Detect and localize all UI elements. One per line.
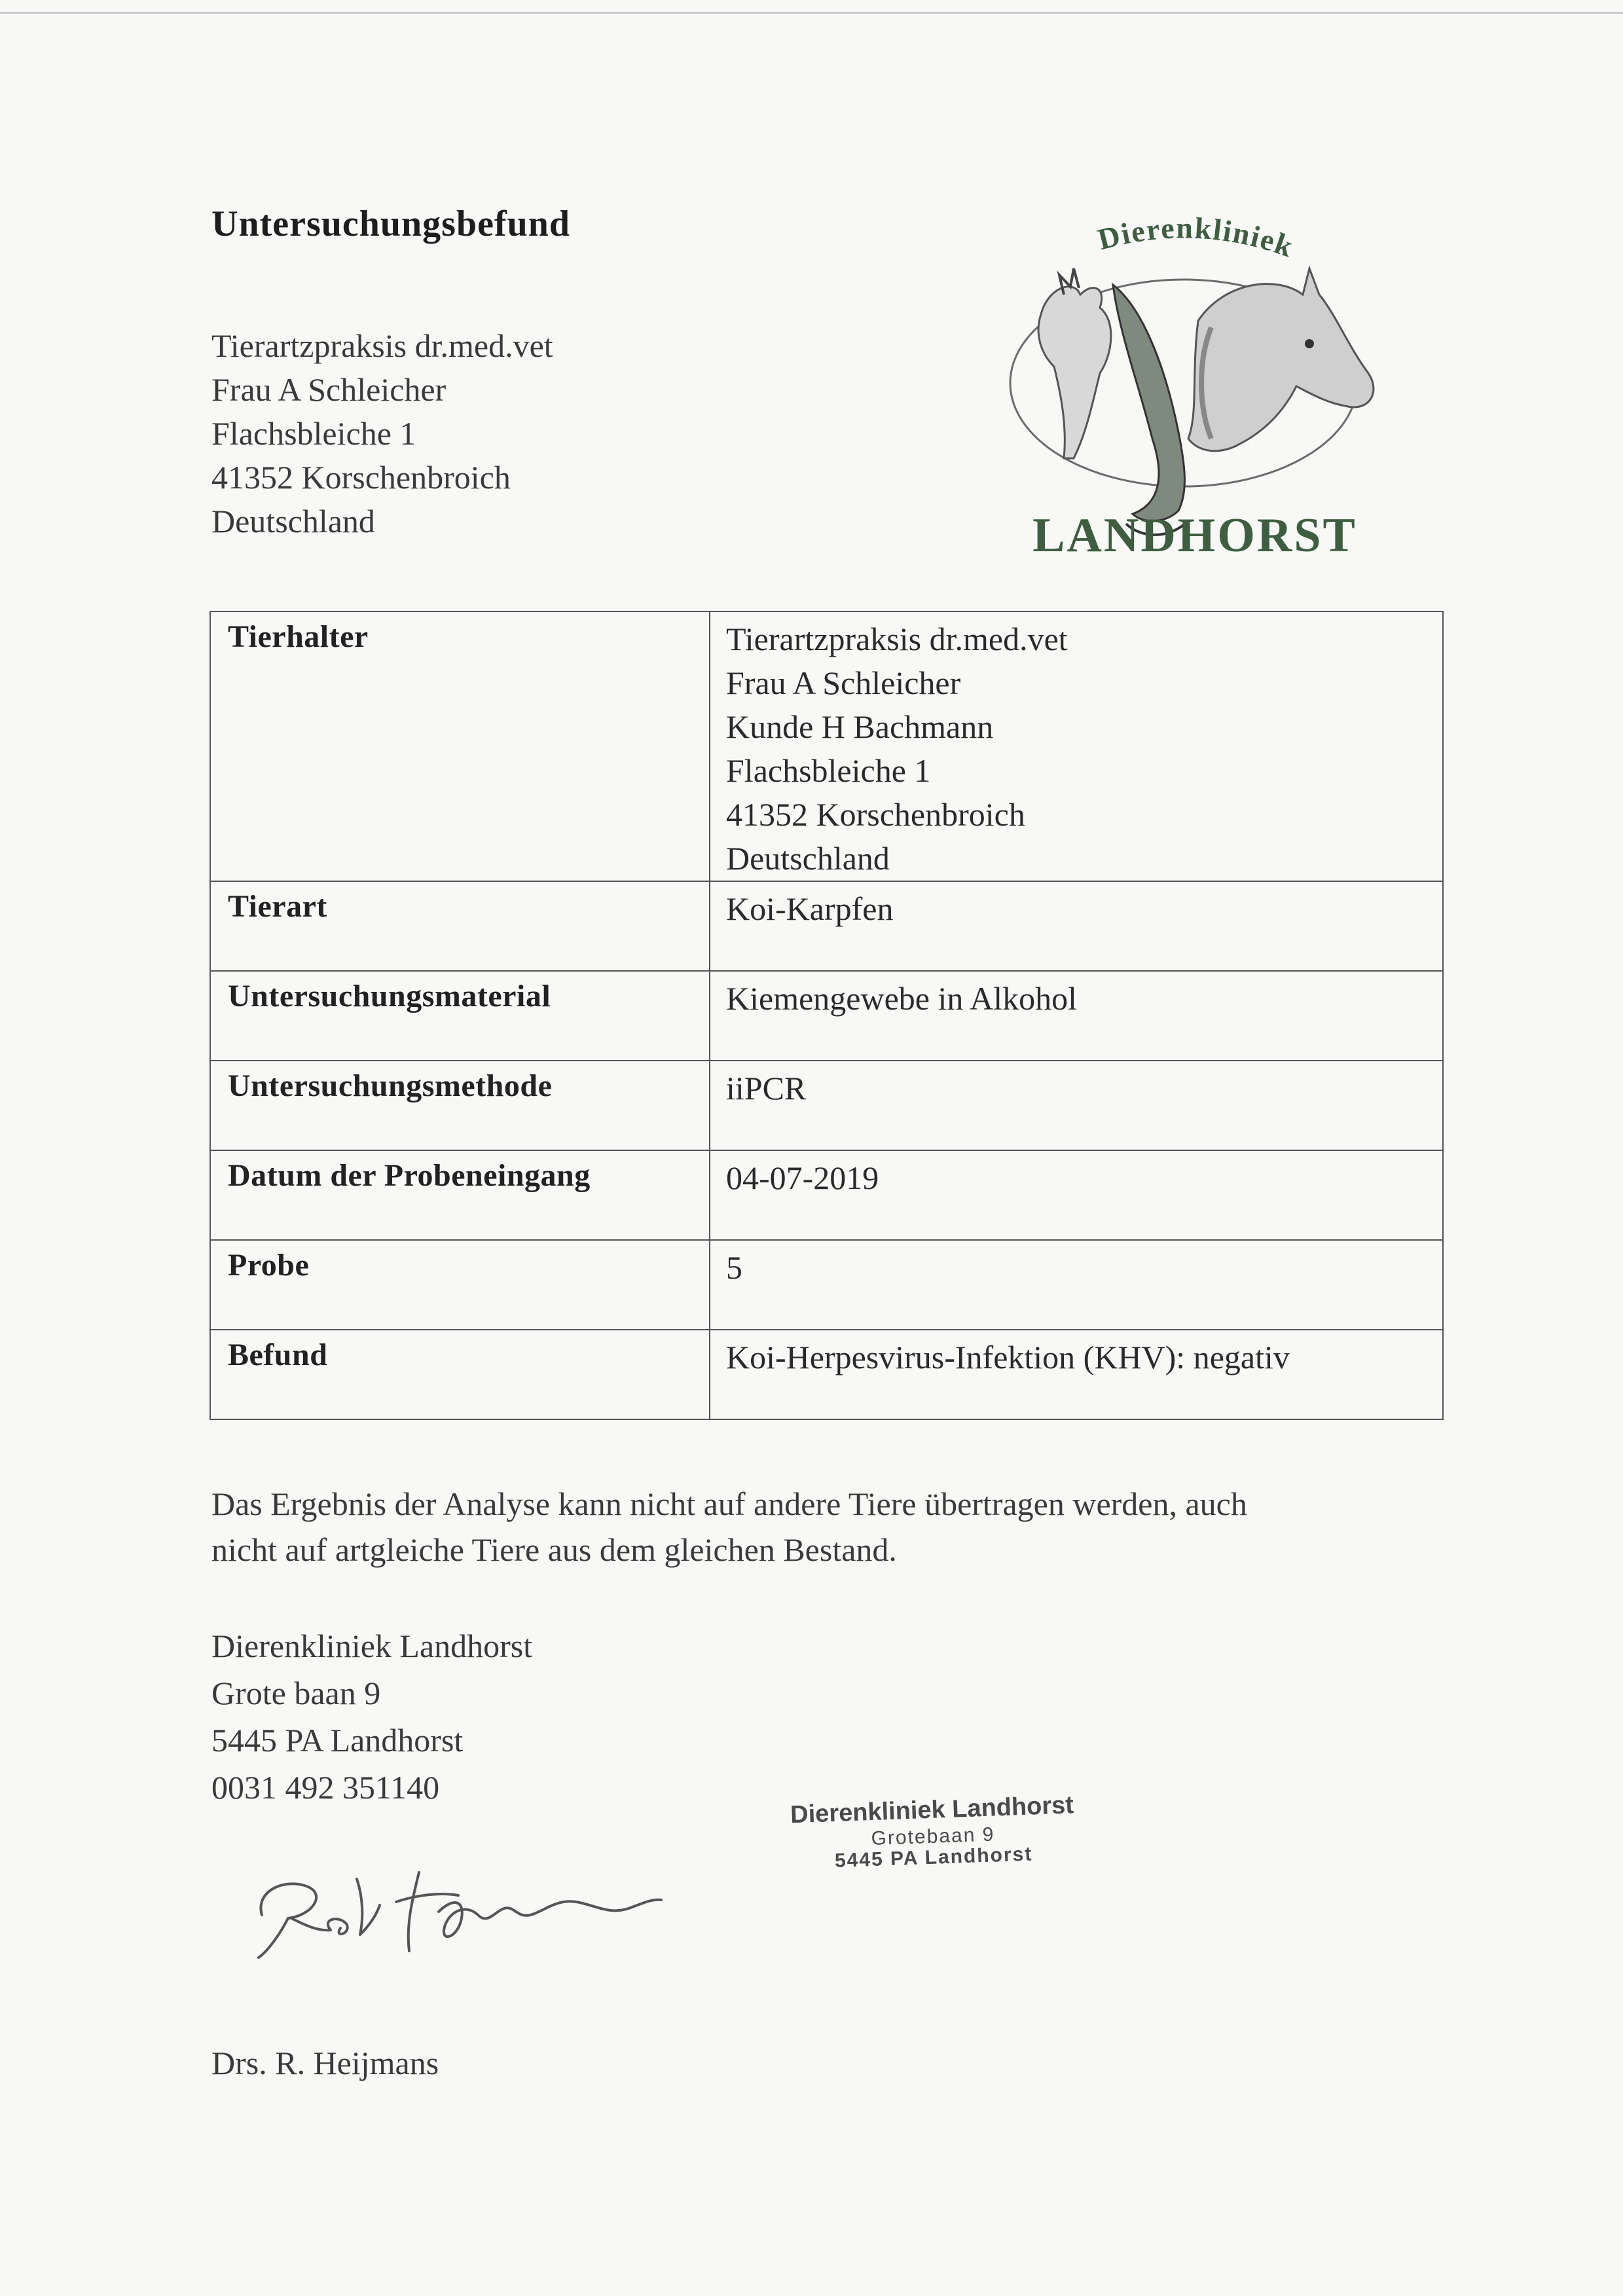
signature-stroke — [396, 1872, 458, 1951]
logo-arc-text — [1094, 216, 1298, 264]
clinic-stamp — [778, 1791, 1088, 1874]
value-line: Kunde H Bachmann — [726, 708, 994, 745]
row-value: iiPCR — [710, 1061, 1443, 1150]
recipient-line: Deutschland — [211, 503, 375, 539]
page-edge-line — [0, 12, 1623, 14]
row-value: Koi-Herpesvirus-Infektion (KHV): negativ — [710, 1330, 1443, 1419]
table-row-material — [210, 971, 1443, 1061]
row-value: Koi-Karpfen — [710, 881, 1443, 971]
row-label: Tierart — [210, 881, 710, 971]
disclaimer-text — [211, 1481, 1455, 1573]
table-row-tierart — [210, 881, 1443, 971]
disclaimer-line: Das Ergebnis der Analyse kann nicht auf andere Tiere übertragen werden, auch — [211, 1485, 1247, 1522]
sender-line: 0031 492 351140 — [211, 1769, 440, 1806]
table-row-befund — [210, 1330, 1443, 1419]
stamp-line: 5445 PA Landhorst — [834, 1843, 1033, 1872]
stamp-line: Dierenkliniek Landhorst — [790, 1791, 1074, 1829]
logo-bottom-text: LANDHORST — [1032, 509, 1357, 562]
table-row-tierhalter — [210, 611, 1443, 881]
recipient-line: Tierartzpraksis dr.med.vet — [211, 327, 553, 364]
stamp-line: Grotebaan 9 — [871, 1823, 995, 1850]
row-value: 04-07-2019 — [710, 1150, 1443, 1240]
recipient-line: Flachsbleiche 1 — [211, 415, 416, 452]
signature-graphic — [242, 1853, 714, 1964]
value-line: Frau A Schleicher — [726, 665, 961, 701]
row-value — [710, 611, 1443, 881]
disclaimer-line: nicht auf artgleiche Tiere aus dem gleichen Bestand. — [211, 1531, 897, 1568]
row-label: Datum der Probeneingang — [210, 1150, 710, 1240]
row-label: Befund — [210, 1330, 710, 1419]
recipient-address — [211, 324, 553, 543]
row-value: Kiemengewebe in Alkohol — [710, 971, 1443, 1061]
sender-line: Dierenkliniek Landhorst — [211, 1628, 533, 1664]
row-label: Probe — [210, 1240, 710, 1330]
document-title: Untersuchungsbefund — [211, 204, 571, 244]
row-label: Tierhalter — [210, 611, 710, 881]
recipient-line: Frau A Schleicher — [211, 371, 447, 408]
clinic-logo-graphic — [1002, 216, 1388, 563]
sender-line: Grote baan 9 — [211, 1675, 381, 1711]
signer-name: Drs. R. Heijmans — [211, 2045, 439, 2081]
recipient-line: 41352 Korschenbroich — [211, 459, 511, 496]
handwritten-signature — [242, 1853, 714, 1964]
table-row-datum — [210, 1150, 1443, 1240]
signature-stroke — [439, 1900, 661, 1937]
clinic-logo — [1002, 216, 1388, 563]
value-line: Tierartzpraksis dr.med.vet — [726, 621, 1068, 657]
rooster-icon — [1038, 287, 1111, 458]
row-label: Untersuchungsmaterial — [210, 971, 710, 1061]
koi-icon — [1113, 285, 1184, 521]
horse-head-icon — [1188, 268, 1374, 451]
signature-stroke — [259, 1884, 316, 1958]
table-row-methode — [210, 1061, 1443, 1150]
value-line: Deutschland — [726, 840, 890, 877]
sender-address — [211, 1622, 532, 1811]
horse-eye-icon — [1305, 339, 1314, 348]
sender-line: 5445 PA Landhorst — [211, 1722, 464, 1758]
signature-stroke — [291, 1918, 348, 1934]
value-line: 41352 Korschenbroich — [726, 796, 1025, 833]
value-line: Flachsbleiche 1 — [726, 752, 931, 789]
table-row-probe — [210, 1240, 1443, 1330]
results-table — [210, 611, 1444, 1420]
logo-arc-text-path: Dierenkliniek — [1094, 216, 1299, 264]
row-label: Untersuchungsmethode — [210, 1061, 710, 1150]
signature-stroke — [357, 1879, 380, 1935]
row-value: 5 — [710, 1240, 1443, 1330]
